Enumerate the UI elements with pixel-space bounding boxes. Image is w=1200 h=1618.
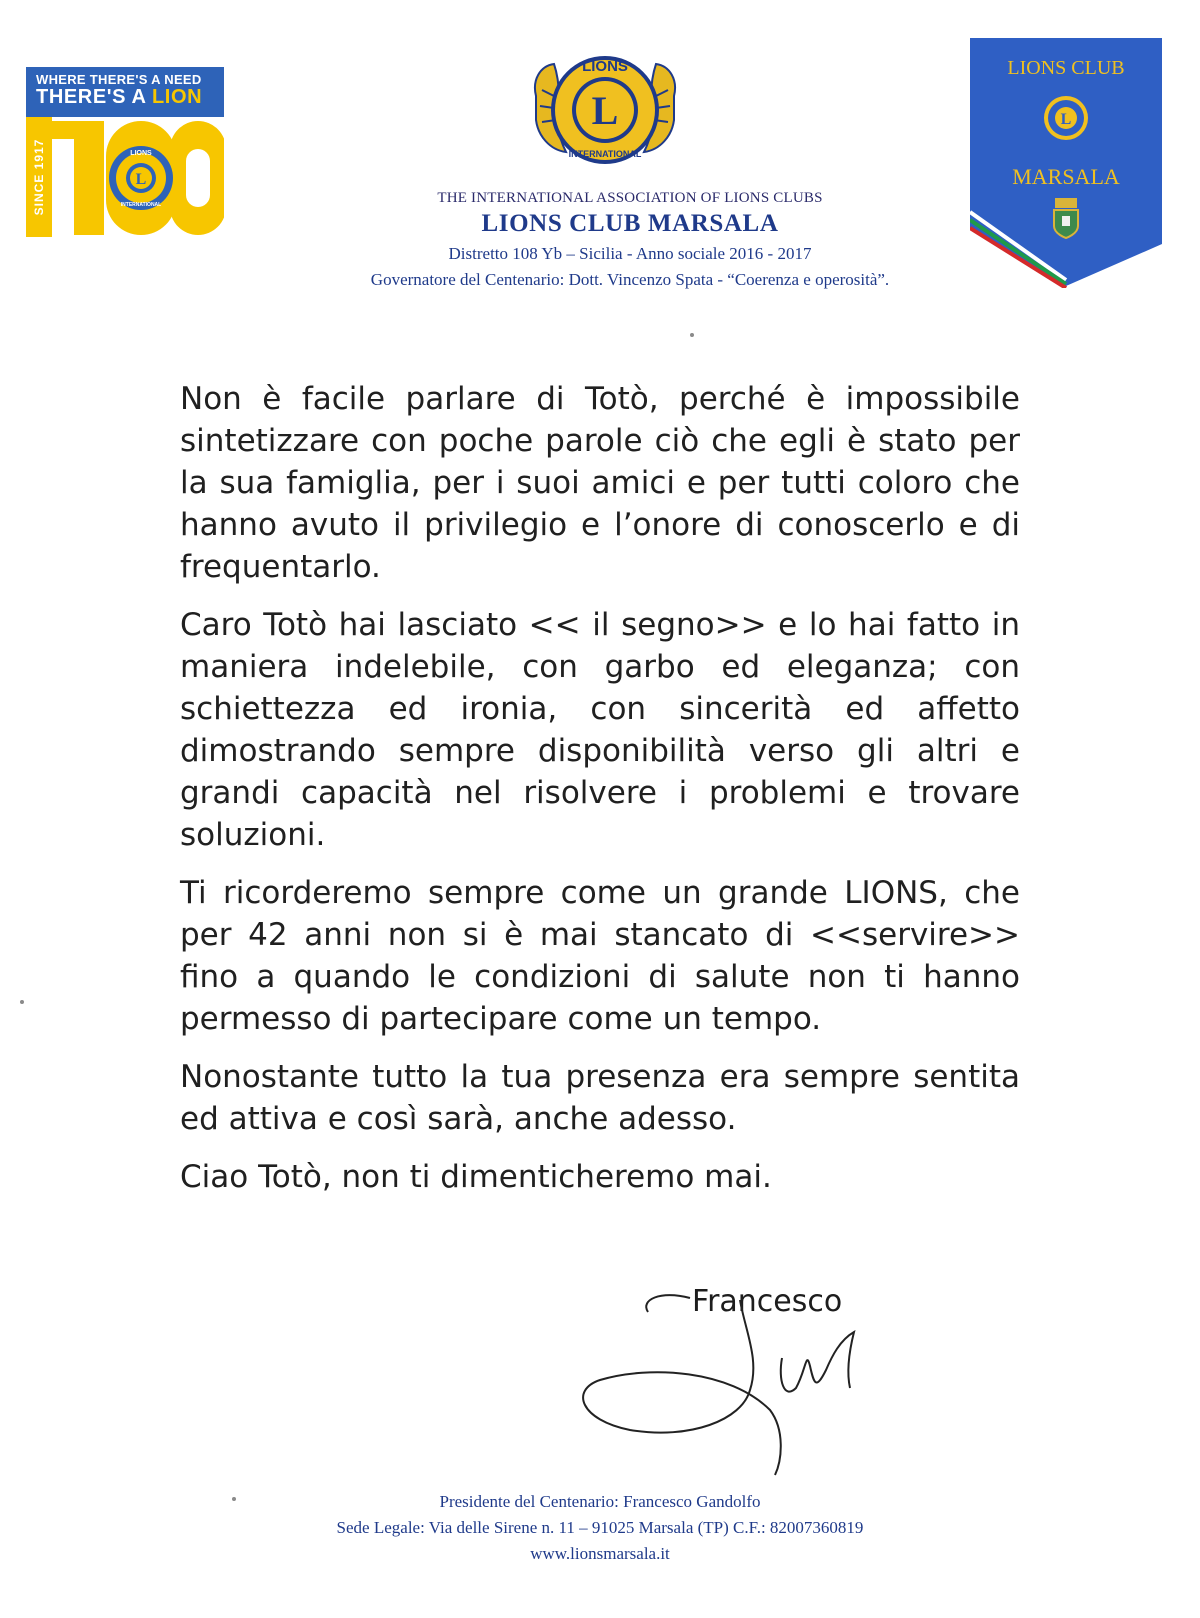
centennial-since-strip bbox=[26, 117, 52, 237]
city-coat-of-arms-icon bbox=[1054, 198, 1078, 238]
centennial-tagline-prefix: THERE'S A bbox=[36, 86, 146, 108]
header-governor: Governatore del Centenario: Dott. Vincenzo Spata - “Coerenza e operosità”. bbox=[370, 270, 890, 289]
footer-president: Presidente del Centenario: Francesco Gandolfo bbox=[439, 1492, 761, 1511]
scan-speck bbox=[690, 333, 694, 337]
centennial-100-icon bbox=[52, 105, 224, 237]
body-paragraph: Ciao Totò, non ti dimenticheremo mai. bbox=[180, 1159, 772, 1195]
centennial-tagline-top: WHERE THERE'S A NEED bbox=[36, 72, 202, 87]
pennant-seal-letter: L bbox=[1060, 111, 1072, 128]
body-paragraph: Caro Totò hai lasciato << il segno>> e lo hai fatto in maniera indelebile, con garbo ed eleganza; con schiettezza ed ironia, con sincerità ed affetto dimostrando sempre disponibilità verso gli altri e grandi capacità nel risolvere i problemi e trovare soluzioni. bbox=[180, 607, 1020, 853]
body-paragraph: Non è facile parlare di Totò, perché è impossibile sintetizzare con poche parole ciò che egli è stato per la sua famiglia, per i suoi amici e per tutti coloro che hanno avuto il privilegio e l’onore di conoscerlo e di frequentarlo. bbox=[180, 381, 1020, 585]
centennial-seal-text-bottom: INTERNATIONAL bbox=[120, 202, 162, 208]
header-association: THE INTERNATIONAL ASSOCIATION OF LIONS CLUBS bbox=[437, 190, 823, 206]
letter-body bbox=[180, 378, 1020, 1214]
club-pennant-icon bbox=[970, 38, 1162, 288]
footer-address: Sede Legale: Via delle Sirene n. 11 – 91025 Marsala (TP) C.F.: 82007360819 bbox=[336, 1518, 864, 1537]
signature-name: Francesco bbox=[692, 1284, 843, 1319]
handwritten-signature-icon bbox=[570, 1270, 900, 1490]
emblem-text-top: LIONS bbox=[582, 58, 628, 75]
centennial-seal-text-top: LIONS bbox=[130, 150, 152, 157]
lions-international-emblem-icon bbox=[530, 40, 680, 188]
scan-speck bbox=[20, 1000, 24, 1004]
footer-website[interactable]: www.lionsmarsala.it bbox=[530, 1544, 670, 1563]
body-paragraph: Nonostante tutto la tua presenza era sempre sentita ed attiva e così sarà, anche adesso. bbox=[180, 1059, 1020, 1137]
pennant-top-text: LIONS CLUB bbox=[1007, 57, 1125, 79]
centennial-seal-letter: L bbox=[135, 171, 147, 188]
scan-speck bbox=[232, 1497, 236, 1501]
header-club-name: LIONS CLUB MARSALA bbox=[481, 210, 779, 237]
centennial-logo bbox=[26, 67, 224, 237]
body-paragraph: Ti ricorderemo sempre come un grande LIONS, che per 42 anni non si è mai stancato di <<servire>> fino a quando le condizioni di salute non ti hanno permesso di partecipare come un tempo. bbox=[180, 875, 1020, 1037]
header-district: Distretto 108 Yb – Sicilia - Anno sociale 2016 - 2017 bbox=[448, 244, 812, 263]
emblem-text-bottom: INTERNATIONAL bbox=[568, 149, 642, 159]
centennial-tagline-highlight: LION bbox=[151, 86, 203, 108]
centennial-since-text: SINCE 1917 bbox=[32, 138, 46, 216]
pennant-bottom-text: MARSALA bbox=[1012, 164, 1120, 189]
emblem-letter: L bbox=[591, 88, 619, 133]
